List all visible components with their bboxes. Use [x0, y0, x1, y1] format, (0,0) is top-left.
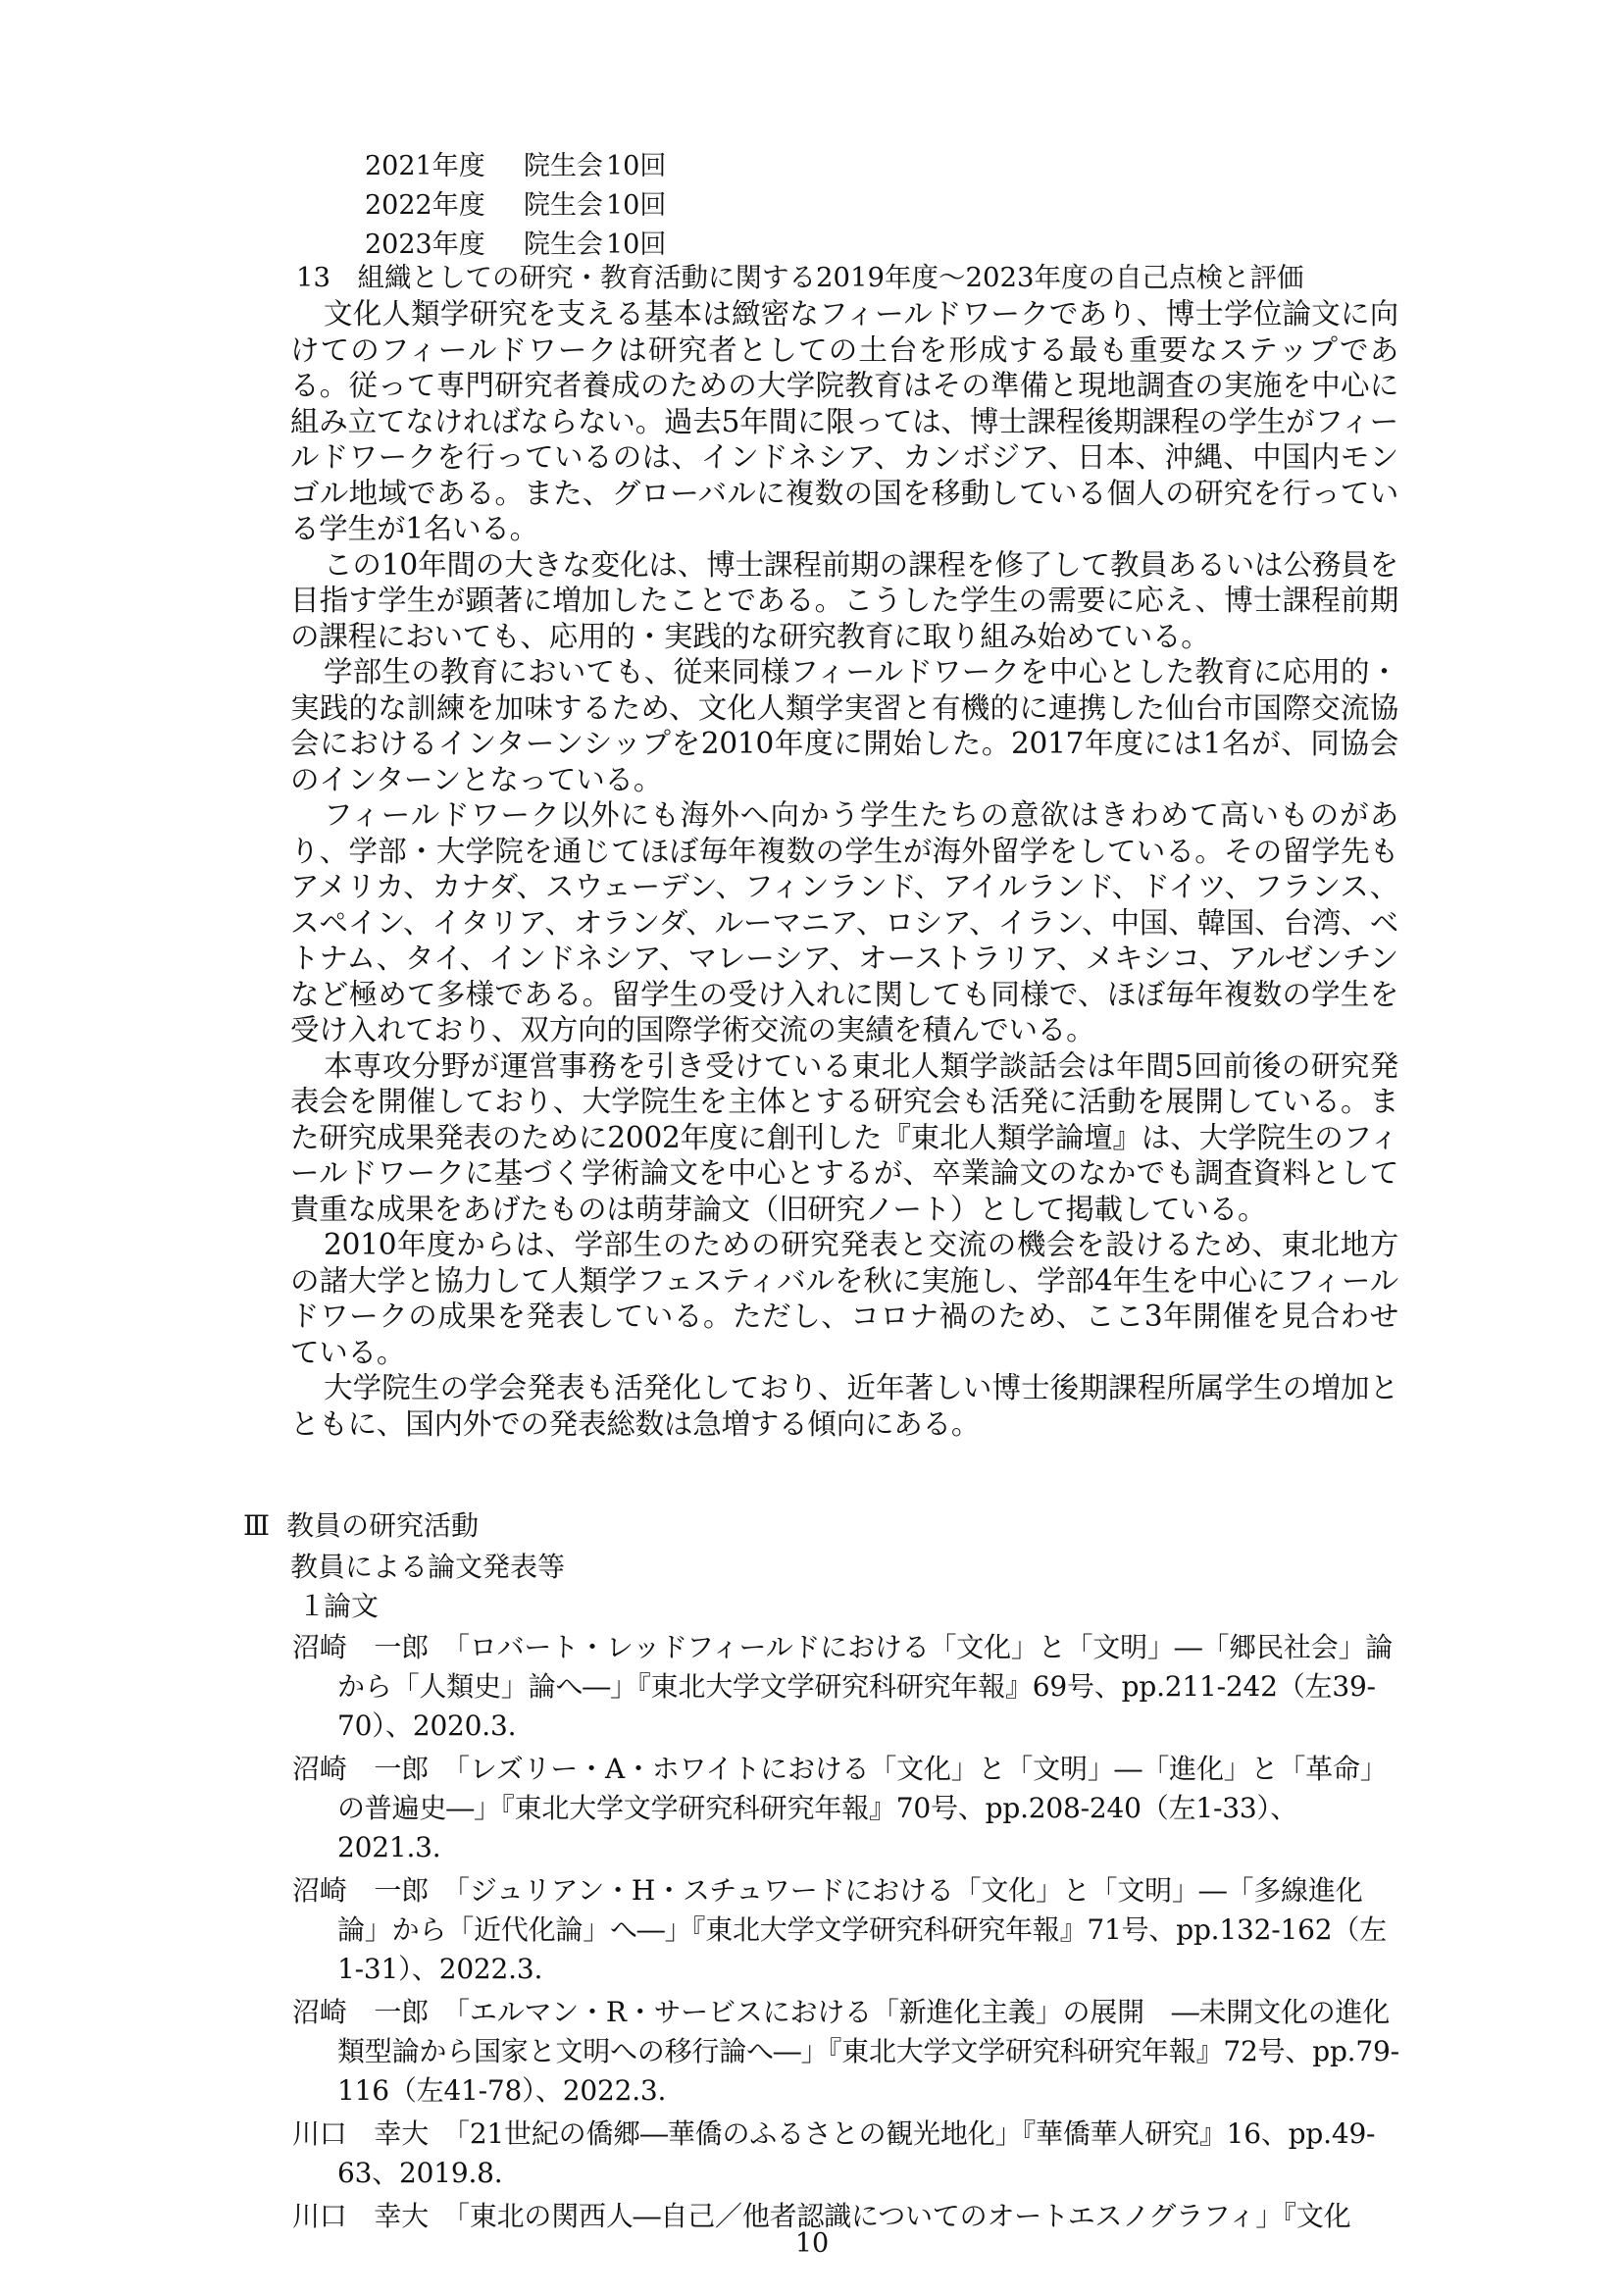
record-row	[365, 147, 666, 186]
record-row	[365, 186, 666, 226]
reference-text: 「ロバート・レッドフィールドにおける「文化」と「文明」―「郷民社会」論から「人類史」論へ―」『東北大学文学研究科研究年報』69号、pp.211-242（左39-70）、2020.3.	[337, 1631, 1394, 1742]
reference-entry	[292, 2115, 1400, 2193]
item-heading	[243, 1587, 1400, 1628]
record-year: 2022年度	[365, 190, 485, 221]
record-year: 2023年度	[365, 229, 485, 260]
reference-entry	[292, 1871, 1400, 1989]
reference-author: 沼崎 一郎	[292, 1753, 430, 1785]
chapter-number: Ⅲ	[243, 1509, 271, 1542]
faculty-research-chapter	[243, 1506, 1400, 2240]
paragraph: 文化人類学研究を支える基本は緻密なフィールドワークであり、博士学位論文に向けてのフィールドワークは研究者としての土台を形成する最も重要なステップである。従って専門研究者養成のための大学院教育はその準備と現地調査の実施を中心に組み立てなければならない。過去5年間に限っては、博士課程後期課程の学生がフィールドワークを行っているのは、インドネシア、カンボジア、日本、沖縄、中国内モンゴル地域である。また、グローバルに複数の国を移動している個人の研究を行っている学生が1名いる。	[290, 297, 1398, 545]
reference-author: 沼崎 一郎	[292, 1874, 430, 1907]
reference-author: 川口 幸大	[292, 2200, 430, 2232]
record-year: 2021年度	[365, 151, 485, 181]
reference-list	[243, 1628, 1400, 2236]
record-kind: 院生会	[524, 190, 603, 221]
reference-text: 「東北の関西人―自己／他者認識についてのオートエスノグラフィ」『文化	[442, 2200, 1351, 2232]
record-count: 10回	[606, 229, 667, 260]
paragraph: 大学院生の学会発表も活発化しており、近年著しい博士後期課程所属学生の増加とともに、国内外での発表総数は急増する傾向にある。	[290, 1371, 1398, 1441]
paragraph: この10年間の大きな変化は、博士課程前期の課程を修了して教員あるいは公務員を目指す学生が顕著に増加したことである。こうした学生の需要に応え、博士課程前期の課程においても、応用的・実践的な研究教育に取り組み始めている。	[290, 547, 1398, 653]
reference-text: 「エルマン・R・サービスにおける「新進化主義」の展開 ―未開文化の進化類型論から国家と文明への移行論へ―」『東北大学文学研究科研究年報』72号、pp.79-116（左41-78）、2022.3.	[337, 1996, 1399, 2107]
page-number: 10	[794, 2228, 830, 2259]
record-kind: 院生会	[524, 229, 603, 260]
chapter-title: 教員の研究活動	[286, 1509, 480, 1542]
reference-entry	[292, 1993, 1400, 2111]
paragraph: 学部生の教育においても、従来同様フィールドワークを中心とした教育に応用的・実践的な訓練を加味するため、文化人類学実習と有機的に連携した仙台市国際交流協会におけるインターンシップを2010年度に開始した。2017年度には1名が、同協会のインターンとなっている。	[290, 655, 1398, 796]
reference-text: 「21世紀の僑郷―華僑のふるさとの観光地化」『華僑華人研究』16、pp.49-63、2019.8.	[337, 2117, 1376, 2189]
reference-author: 川口 幸大	[292, 2117, 430, 2150]
reference-text: 「ジュリアン・H・スチュワードにおける「文化」と「文明」―「多線進化論」から「近代化論」へ―」『東北大学文学研究科研究年報』71号、pp.132-162（左1-31）、2022.3.	[337, 1874, 1387, 1985]
record-count: 10回	[606, 151, 667, 181]
item-number: １	[298, 1590, 327, 1622]
item-title: 論文	[324, 1590, 380, 1622]
reference-entry	[292, 1628, 1400, 1746]
section-heading: 13 組織としての研究・教育活動に関する2019年度～2023年度の自己点検と評価	[296, 262, 1304, 293]
paragraph: フィールドワーク以外にも海外へ向かう学生たちの意欲はきわめて高いものがあり、学部・大学院を通じてほぼ毎年複数の学生が海外留学をしている。その留学先もアメリカ、カナダ、スウェーデン、フィンランド、アイルランド、ドイツ、フランス、スペイン、イタリア、オランダ、ルーマニア、ロシア、イラン、中国、韓国、台湾、ベトナム、タイ、インドネシア、マレーシア、オーストラリア、メキシコ、アルゼンチンなど極めて多様である。留学生の受け入れに関しても同様で、ほぼ毎年複数の学生を受け入れており、双方向的国際学術交流の実績を積んでいる。	[290, 798, 1398, 1046]
paragraph: 本専攻分野が運営事務を引き受けている東北人類学談話会は年間5回前後の研究発表会を開催しており、大学院生を主体とする研究会も活発に活動を展開している。また研究成果発表のために2002年度に創刊した『東北人類学論壇』は、大学院生のフィールドワークに基づく学術論文を中心とするが、卒業論文のなかでも調査資料として貴重な成果をあげたものは萌芽論文（旧研究ノート）として掲載している。	[290, 1048, 1398, 1226]
reference-author: 沼崎 一郎	[292, 1631, 430, 1663]
chapter-subtitle: 教員による論文発表等	[290, 1551, 566, 1583]
record-kind: 院生会	[524, 151, 603, 181]
meeting-records	[365, 147, 666, 265]
reference-text: 「レズリー・A・ホワイトにおける「文化」と「文明」―「進化」と「革命」の普遍史―」『東北大学文学研究科研究年報』70号、pp.208-240（左1-33）、2021.3.	[337, 1753, 1388, 1863]
record-count: 10回	[606, 190, 667, 221]
paragraph: 2010年度からは、学部生のための研究発表と交流の機会を設けるため、東北地方の諸大学と協力して人類学フェスティバルを秋に実施し、学部4年生を中心にフィールドワークの成果を発表している。ただし、コロナ禍のため、ここ3年開催を見合わせている。	[290, 1228, 1398, 1369]
reference-author: 沼崎 一郎	[292, 1996, 430, 2028]
self-evaluation-section	[290, 259, 1398, 1442]
chapter-heading	[243, 1506, 1400, 1548]
reference-entry	[292, 1750, 1400, 1867]
